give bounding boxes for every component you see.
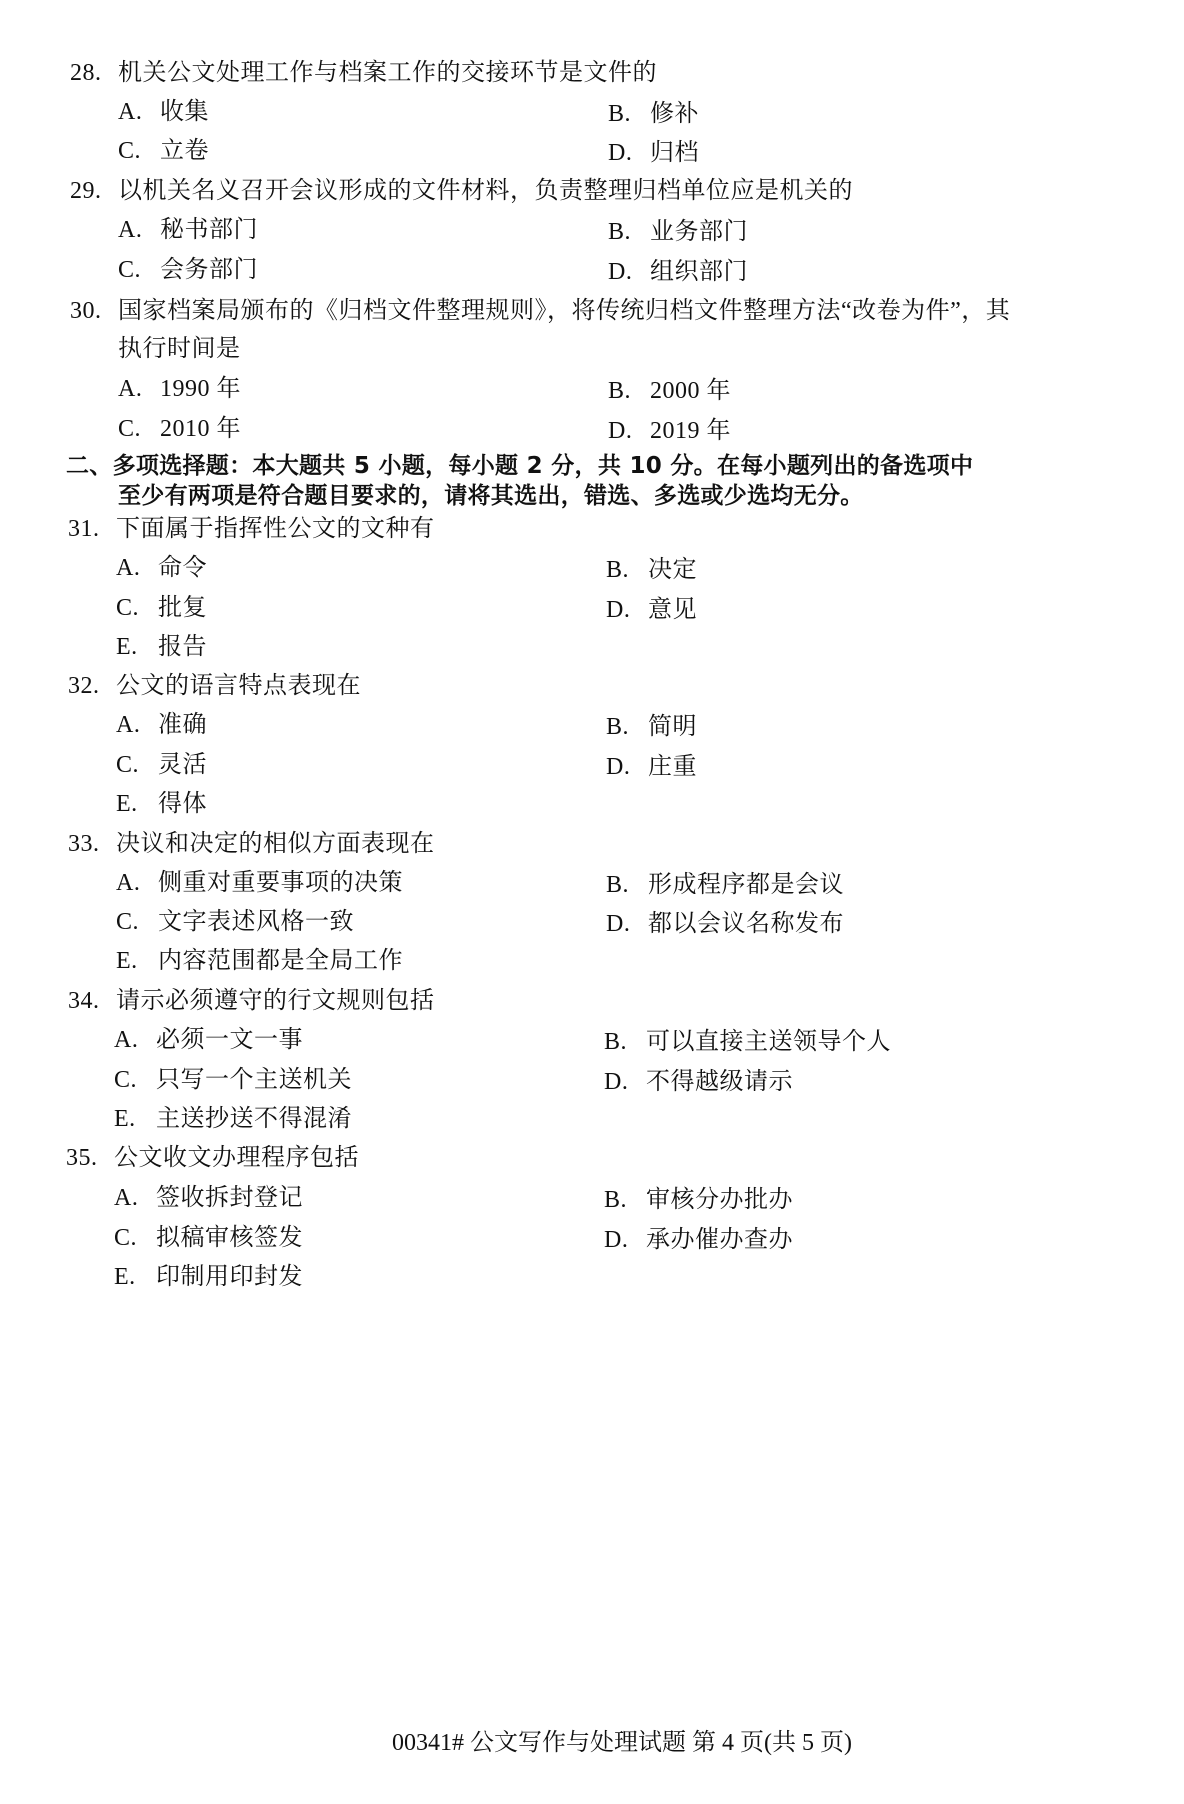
option-31-c — [116, 593, 207, 623]
option-32-b — [606, 712, 697, 742]
option-text: 立卷 — [160, 138, 209, 164]
option-33-c — [116, 907, 354, 937]
option-label: B. — [606, 872, 630, 898]
option-label: A. — [114, 1185, 139, 1211]
option-label: C. — [114, 1225, 138, 1251]
question-text: 执行时间是 — [118, 336, 241, 362]
option-text: 准确 — [158, 712, 207, 738]
option-text: 印制用印封发 — [156, 1264, 303, 1290]
option-31-e — [116, 632, 207, 662]
option-text: 会务部门 — [160, 257, 258, 283]
question-31-stem — [68, 514, 435, 544]
option-text: 文字表述风格一致 — [158, 909, 354, 935]
option-text: 1990 年 — [160, 376, 241, 402]
option-label: A. — [118, 217, 143, 243]
option-text: 修补 — [650, 101, 699, 127]
option-29-c — [118, 255, 258, 285]
option-31-b — [606, 555, 697, 585]
option-label: C. — [118, 416, 142, 442]
option-label: A. — [114, 1027, 139, 1053]
option-label: B. — [608, 219, 632, 245]
option-text: 归档 — [650, 140, 699, 166]
option-33-b — [606, 870, 844, 900]
question-number: 30. — [70, 298, 102, 324]
option-label: B. — [606, 557, 630, 583]
option-29-b — [608, 217, 748, 247]
question-text: 决议和决定的相似方面表现在 — [116, 831, 435, 857]
option-text: 命令 — [158, 555, 207, 581]
option-28-b — [608, 99, 699, 129]
option-text: 简明 — [648, 714, 697, 740]
option-label: D. — [606, 597, 631, 623]
option-32-d — [606, 752, 697, 782]
option-29-a — [118, 215, 258, 245]
option-30-c — [118, 414, 241, 444]
option-text: 侧重对重要事项的决策 — [158, 870, 403, 896]
option-33-a — [116, 868, 403, 898]
option-text: 2019 年 — [650, 418, 731, 444]
option-35-d — [604, 1225, 793, 1255]
option-label: C. — [116, 909, 140, 935]
option-34-b — [604, 1027, 891, 1057]
section-2-instructions: 至少有两项是符合题目要求的，请将其选出，错选、多选或少选均无分。 — [118, 483, 864, 509]
question-29-stem — [70, 176, 853, 206]
question-33-stem — [68, 829, 435, 859]
option-label: A. — [118, 376, 143, 402]
option-text: 只写一个主送机关 — [156, 1067, 352, 1093]
option-text: 签收拆封登记 — [156, 1185, 303, 1211]
question-number: 31. — [68, 516, 100, 542]
option-text: 庄重 — [648, 754, 697, 780]
question-number: 28. — [70, 60, 102, 86]
option-text: 秘书部门 — [160, 217, 258, 243]
option-29-d — [608, 257, 748, 287]
question-text: 国家档案局颁布的《归档文件整理规则》，将传统归档文件整理方法“改卷为件”，其 — [118, 298, 1011, 324]
question-text: 机关公文处理工作与档案工作的交接环节是文件的 — [118, 60, 657, 86]
option-35-e — [114, 1262, 303, 1292]
option-label: D. — [606, 911, 631, 937]
question-text: 以机关名义召开会议形成的文件材料，负责整理归档单位应是机关的 — [118, 178, 853, 204]
page-footer: 00341# 公文写作与处理试题 第 4 页(共 5 页) — [392, 1730, 852, 1756]
option-label: D. — [608, 259, 633, 285]
option-label: D. — [608, 140, 633, 166]
question-text: 下面属于指挥性公文的文种有 — [116, 516, 435, 542]
question-number: 29. — [70, 178, 102, 204]
option-label: B. — [608, 101, 632, 127]
option-text: 收集 — [160, 99, 209, 125]
option-31-d — [606, 595, 697, 625]
option-label: A. — [116, 555, 141, 581]
question-30-stem — [70, 296, 1010, 326]
option-label: D. — [604, 1069, 629, 1095]
option-text: 意见 — [648, 597, 697, 623]
option-label: B. — [608, 378, 632, 404]
option-label: D. — [606, 754, 631, 780]
option-label: B. — [604, 1187, 628, 1213]
question-32-stem — [68, 671, 361, 701]
question-35-stem — [66, 1143, 359, 1173]
option-label: A. — [116, 870, 141, 896]
question-number: 34. — [68, 988, 100, 1014]
option-label: C. — [116, 595, 140, 621]
option-label: D. — [604, 1227, 629, 1253]
option-35-b — [604, 1185, 793, 1215]
option-label: C. — [116, 752, 140, 778]
option-34-a — [114, 1025, 303, 1055]
option-text: 主送抄送不得混淆 — [156, 1106, 352, 1132]
option-label: E. — [114, 1264, 136, 1290]
option-label: E. — [116, 948, 138, 974]
option-32-e — [116, 789, 207, 819]
option-30-b — [608, 376, 731, 406]
option-33-e — [116, 946, 403, 976]
option-34-e — [114, 1104, 352, 1134]
option-text: 2010 年 — [160, 416, 241, 442]
option-label: E. — [116, 791, 138, 817]
option-label: C. — [118, 138, 142, 164]
option-text: 组织部门 — [650, 259, 748, 285]
option-35-a — [114, 1183, 303, 1213]
option-label: C. — [118, 257, 142, 283]
option-text: 灵活 — [158, 752, 207, 778]
option-text: 承办催办查办 — [646, 1227, 793, 1253]
option-34-c — [114, 1065, 352, 1095]
option-30-a — [118, 374, 241, 404]
option-28-d — [608, 138, 699, 168]
option-32-a — [116, 710, 207, 740]
option-text: 不得越级请示 — [646, 1069, 793, 1095]
option-text: 业务部门 — [650, 219, 748, 245]
question-number: 32. — [68, 673, 100, 699]
question-34-stem — [68, 986, 435, 1016]
option-text: 形成程序都是会议 — [648, 872, 844, 898]
option-label: E. — [114, 1106, 136, 1132]
option-text: 决定 — [648, 557, 697, 583]
option-text: 批复 — [158, 595, 207, 621]
option-label: D. — [608, 418, 633, 444]
option-28-a — [118, 97, 209, 127]
option-label: E. — [116, 634, 138, 660]
option-31-a — [116, 553, 207, 583]
option-34-d — [604, 1067, 793, 1097]
option-28-c — [118, 136, 209, 166]
option-33-d — [606, 909, 844, 939]
option-text: 得体 — [158, 791, 207, 817]
option-35-c — [114, 1223, 303, 1253]
question-30-stem-continued — [118, 334, 241, 364]
option-text: 报告 — [158, 634, 207, 660]
option-32-c — [116, 750, 207, 780]
question-28-stem — [70, 58, 657, 88]
option-text: 内容范围都是全局工作 — [158, 948, 403, 974]
question-text: 公文的语言特点表现在 — [116, 673, 361, 699]
option-text: 审核分办批办 — [646, 1187, 793, 1213]
question-number: 35. — [66, 1145, 98, 1171]
option-text: 2000 年 — [650, 378, 731, 404]
option-text: 必须一文一事 — [156, 1027, 303, 1053]
option-label: B. — [604, 1029, 628, 1055]
section-2-heading: 二、多项选择题：本大题共 5 小题，每小题 2 分，共 10 分。在每小题列出的备选项中 — [66, 453, 974, 479]
option-30-d — [608, 416, 731, 446]
option-text: 拟稿审核签发 — [156, 1225, 303, 1251]
question-number: 33. — [68, 831, 100, 857]
option-label: B. — [606, 714, 630, 740]
question-text: 请示必须遵守的行文规则包括 — [116, 988, 435, 1014]
question-text: 公文收文办理程序包括 — [114, 1145, 359, 1171]
option-label: C. — [114, 1067, 138, 1093]
option-label: A. — [116, 712, 141, 738]
option-label: A. — [118, 99, 143, 125]
option-text: 都以会议名称发布 — [648, 911, 844, 937]
option-text: 可以直接主送领导个人 — [646, 1029, 891, 1055]
